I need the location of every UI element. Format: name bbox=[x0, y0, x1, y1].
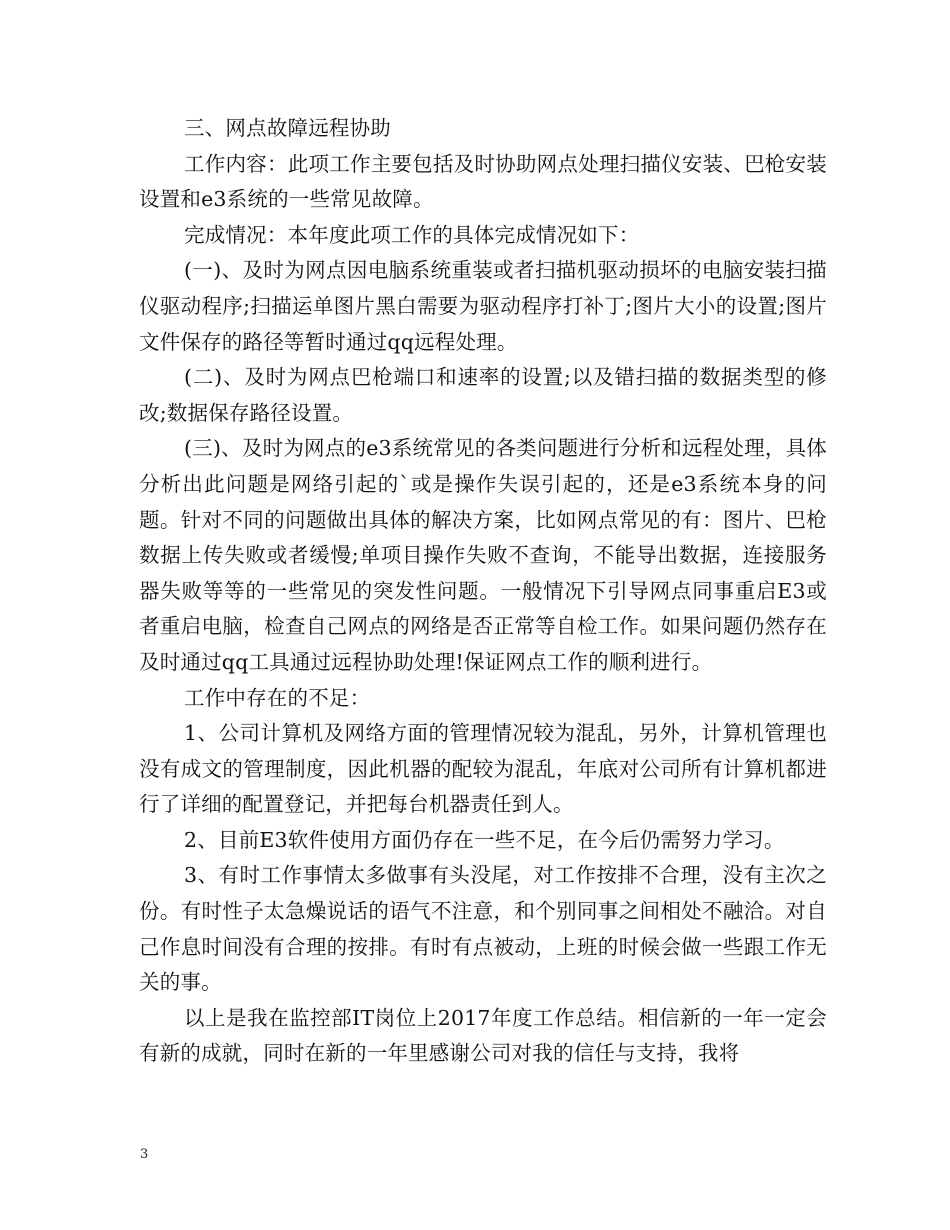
paragraph-shortcoming-2: 2、目前E3软件使用方面仍存在一些不足，在今后仍需努力学习。 bbox=[184, 827, 785, 852]
paragraph-shortcoming-3: 3、有时工作事情太多做事有头没尾，对工作按排不合理，没有主次之份。有时性子太急燥说话的语气不注意，和个别同事之间相处不融洽。对自己作息时间没有合理的按排。有时有点被动，上班的时候会做一些跟工作无关的事。 bbox=[139, 863, 827, 995]
paragraph-shortcomings-heading: 工作中存在的不足： bbox=[184, 685, 371, 710]
paragraph-shortcoming-1: 1、公司计算机及网络方面的管理情况较为混乱，另外，计算机管理也没有成文的管理制度，因此机器的配较为混乱，年底对公司所有计算机都进行了详细的配置登记，并把每台机器责任到人。 bbox=[139, 721, 827, 817]
paragraph-item-2: (二)、及时为网点巴枪端口和速率的设置;以及错扫描的数据类型的修改;数据保存路径设置。 bbox=[139, 365, 827, 425]
paragraph-conclusion: 以上是我在监控部IT岗位上2017年度工作总结。相信新的一年一定会有新的成就，同时在新的一年里感谢公司对我的信任与支持，我将 bbox=[139, 1005, 827, 1066]
section-heading: 三、网点故障远程协助 bbox=[184, 116, 391, 140]
paragraph-item-3: (三)、及时为网点的e3系统常见的各类问题进行分析和远程处理，具体分析出此问题是网络引起的`或是操作失误引起的，还是e3系统本身的问题。针对不同的问题做出具体的解决方案，比如网点常见的有：图片、巴枪数据上传失败或者缓慢;单项目操作失败不查询，不能导出数据，连接服务器失败等等的一些常见的突发性问题。一般情况下引导网点同事重启E3或者重启电脑，检查自己网点的网络是否正常等自检工作。如果问题仍然存在及时通过qq工具通过远程协助处理!保证网点工作的顺利进行。 bbox=[139, 436, 827, 674]
paragraph-completion-status: 完成情况：本年度此项工作的具体完成情况如下： bbox=[184, 222, 640, 247]
paragraph-work-content: 工作内容：此项工作主要包括及时协助网点处理扫描仪安装、巴枪安装设置和e3系统的一些常见故障。 bbox=[139, 151, 827, 212]
paragraph-item-1: (一)、及时为网点因电脑系统重装或者扫描机驱动损坏的电脑安装扫描仪驱动程序;扫描运单图片黑白需要为驱动程序打补丁;图片大小的设置;图片文件保存的路径等暂时通过qq远程处理。 bbox=[139, 258, 827, 354]
document-body bbox=[139, 111, 827, 1072]
page-number: 3 bbox=[140, 1147, 149, 1162]
